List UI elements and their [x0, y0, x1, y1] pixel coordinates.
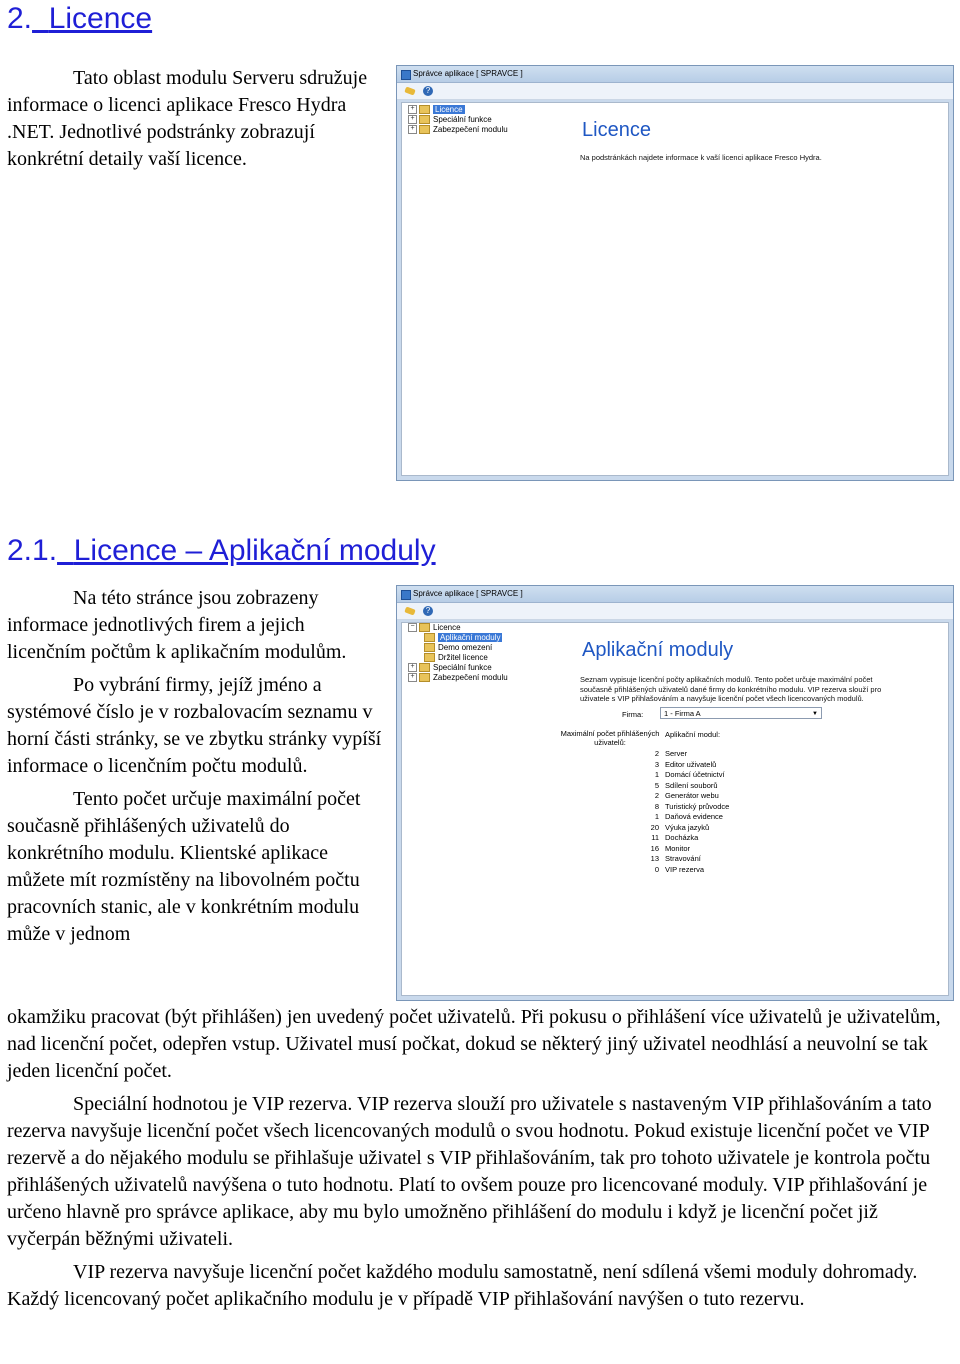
tree-node-module-security[interactable]: + Zabezpečení modulu — [408, 125, 508, 135]
section-heading-licence — [7, 2, 152, 36]
module-row: 20 Výuka jazyků — [650, 822, 710, 832]
firm-select-value: 1 - Firma A — [664, 709, 701, 718]
module-row: 2 Generátor webu — [654, 791, 719, 800]
help-icon[interactable]: ? — [423, 606, 433, 616]
module-row: 5 Sdílení souborů — [654, 780, 718, 790]
window-client — [401, 622, 949, 996]
window-toolbar — [397, 603, 953, 620]
expand-icon[interactable]: + — [408, 663, 417, 672]
paragraph-continuation: okamžiku pracovat (být přihlášen) jen uvedený počet uživatelů. Při pokusu o přihlášení více uživatelů je uživatelům, nad licenční počet, odepřen vstup. Uživatel musí počkat, dokud se některý jiný uživatel neodhlásí a neuvolní se tak jeden licenční počet. — [7, 1006, 941, 1082]
folder-icon — [424, 653, 435, 662]
firm-select[interactable] — [660, 707, 822, 719]
window-titlebar — [397, 66, 953, 83]
section-intro — [7, 65, 377, 173]
expand-icon[interactable]: + — [408, 125, 417, 134]
module-column-header: Aplikační modul: — [665, 730, 721, 739]
window-titlebar — [397, 586, 953, 603]
module-row: 11 Docházka — [651, 833, 699, 842]
window-client — [401, 102, 949, 476]
module-row: 16 Monitor — [650, 843, 691, 853]
section-number: 2.1. — [7, 534, 58, 567]
max-users-label: Maximální počet přihlášených uživatelů: — [560, 729, 660, 747]
module-row: 13 Stravování — [650, 854, 701, 863]
content-title: Aplikační moduly — [582, 639, 734, 661]
tree-node-special-functions[interactable]: + Speciální funkce — [408, 663, 492, 673]
tree-node-module-security[interactable]: + Zabezpečení modulu — [408, 673, 508, 683]
folder-icon — [419, 663, 430, 672]
expand-icon[interactable]: + — [408, 115, 417, 124]
paragraph: Po vybrání firmy, jejíž jméno a systémové číslo je v rozbalovacím seznamu v horní části stránky, se ve zbytku stránky vypíší informace o licenčním počtu modulů. — [7, 674, 382, 777]
app-window-licence — [396, 65, 954, 481]
section-wide-text — [7, 1004, 952, 1313]
key-icon[interactable] — [404, 606, 415, 615]
paragraph: Tento počet určuje maximální počet současně přihlášených uživatelů do konkrétního modulu. Klientské aplikace můžete mít rozmístěny na libovolném počtu pracovních stanic, ale v konkrétním modulu může v jednom — [7, 788, 361, 945]
window-title: Správce aplikace [ SPRAVCE ] — [413, 69, 523, 78]
window-toolbar — [397, 83, 953, 100]
paragraph: Speciální hodnotou je VIP rezerva. VIP rezerva slouží pro uživatele s nastaveným VIP přihlašováním a tato rezerva navyšuje licenční počet všech licencovaných modulů o svou hodnotu. Pokud existuje licenční počet ve VIP rezervě a do nějakého modulu se přihlašuje uživatel s VIP přihlašováním, tak pro tohoto uživatele je kontrola počtu přihlášených uživatelů navýšena o tuto hodnotu. Platí to ovšem pouze pro licencované moduly. VIP přihlašování je určeno hlavně pro správce aplikace, aby mu bylo umožněno přihlášení do modulu i když je licenční počet již vyčerpán běžnými uživateli. — [7, 1093, 932, 1250]
chevron-down-icon[interactable]: ▼ — [812, 711, 818, 717]
app-icon — [401, 70, 411, 80]
firm-label: Firma: — [622, 710, 644, 719]
module-row: 2 Server — [654, 749, 688, 758]
paragraph: Tato oblast modulu Serveru sdružuje informace o licenci aplikace Fresco Hydra .NET. Jednotlivé podstránky zobrazují konkrétní detaily vaší licence. — [7, 67, 368, 170]
tree-node-licence[interactable]: + Licence — [408, 105, 465, 115]
section-number: 2. — [7, 2, 33, 35]
app-icon — [401, 590, 411, 600]
collapse-icon[interactable]: − — [408, 623, 417, 632]
module-row: 3 Editor uživatelů — [654, 759, 717, 769]
tree-node-demo-limits[interactable]: Demo omezení — [424, 643, 492, 653]
content-description: Seznam vypisuje licenční počty aplikačních modulů. Tento počet určuje maximální počet současně přihlášených uživatelů dané firmy do konkrétního modulu. VIP rezerva slouží pro uživatele s VIP přihlašováním a navyšuje licenční počet všech licencovaných modulů. — [580, 675, 882, 703]
folder-icon — [419, 623, 430, 632]
folder-icon — [419, 125, 430, 134]
window-title: Správce aplikace [ SPRAVCE ] — [413, 589, 523, 598]
help-icon[interactable]: ? — [423, 86, 433, 96]
tree-node-license-holder[interactable]: Držitel licence — [424, 653, 488, 663]
folder-icon — [424, 633, 435, 642]
section-narrow-text — [7, 585, 387, 948]
key-icon[interactable] — [404, 86, 415, 95]
tree-node-licence[interactable]: − Licence — [408, 623, 461, 633]
app-window-app-modules — [396, 585, 954, 1001]
folder-icon — [419, 105, 430, 114]
tree-node-special-functions[interactable]: + Speciální funkce — [408, 115, 492, 125]
expand-icon[interactable]: + — [408, 105, 417, 114]
folder-icon — [419, 115, 430, 124]
content-title: Licence — [582, 119, 651, 141]
navigation-tree — [402, 623, 567, 995]
section-title: Licence — [48, 2, 153, 35]
tree-node-app-modules[interactable]: Aplikační moduly — [424, 633, 502, 643]
content-pane — [560, 623, 948, 995]
folder-icon — [419, 673, 430, 682]
paragraph: VIP rezerva navyšuje licenční počet každého modulu samostatně, není sdílená všemi moduly dohromady. Každý licencovaný počet aplikačního modulu je v případě VIP přihlašování navýšen o tuto rezervu. — [7, 1261, 918, 1310]
module-row: 1 Daňová evidence — [654, 812, 723, 821]
module-row: 8 Turistický průvodce — [654, 801, 730, 811]
content-pane — [582, 103, 948, 475]
section-heading-app-modules — [7, 534, 436, 568]
module-row: 0 VIP rezerva — [654, 864, 705, 874]
navigation-tree — [402, 103, 567, 475]
folder-icon — [424, 643, 435, 652]
paragraph: Na této stránce jsou zobrazeny informace jednotlivých firem a jejich licenčním počtům k aplikačním modulům. — [7, 587, 347, 663]
content-description: Na podstránkách najdete informace k vaší licenci aplikace Fresco Hydra. — [580, 153, 822, 162]
expand-icon[interactable]: + — [408, 673, 417, 682]
section-title: Licence – Aplikační moduly — [73, 534, 436, 567]
module-list — [641, 749, 729, 875]
module-row: 1 Domácí účetnictví — [654, 770, 725, 779]
